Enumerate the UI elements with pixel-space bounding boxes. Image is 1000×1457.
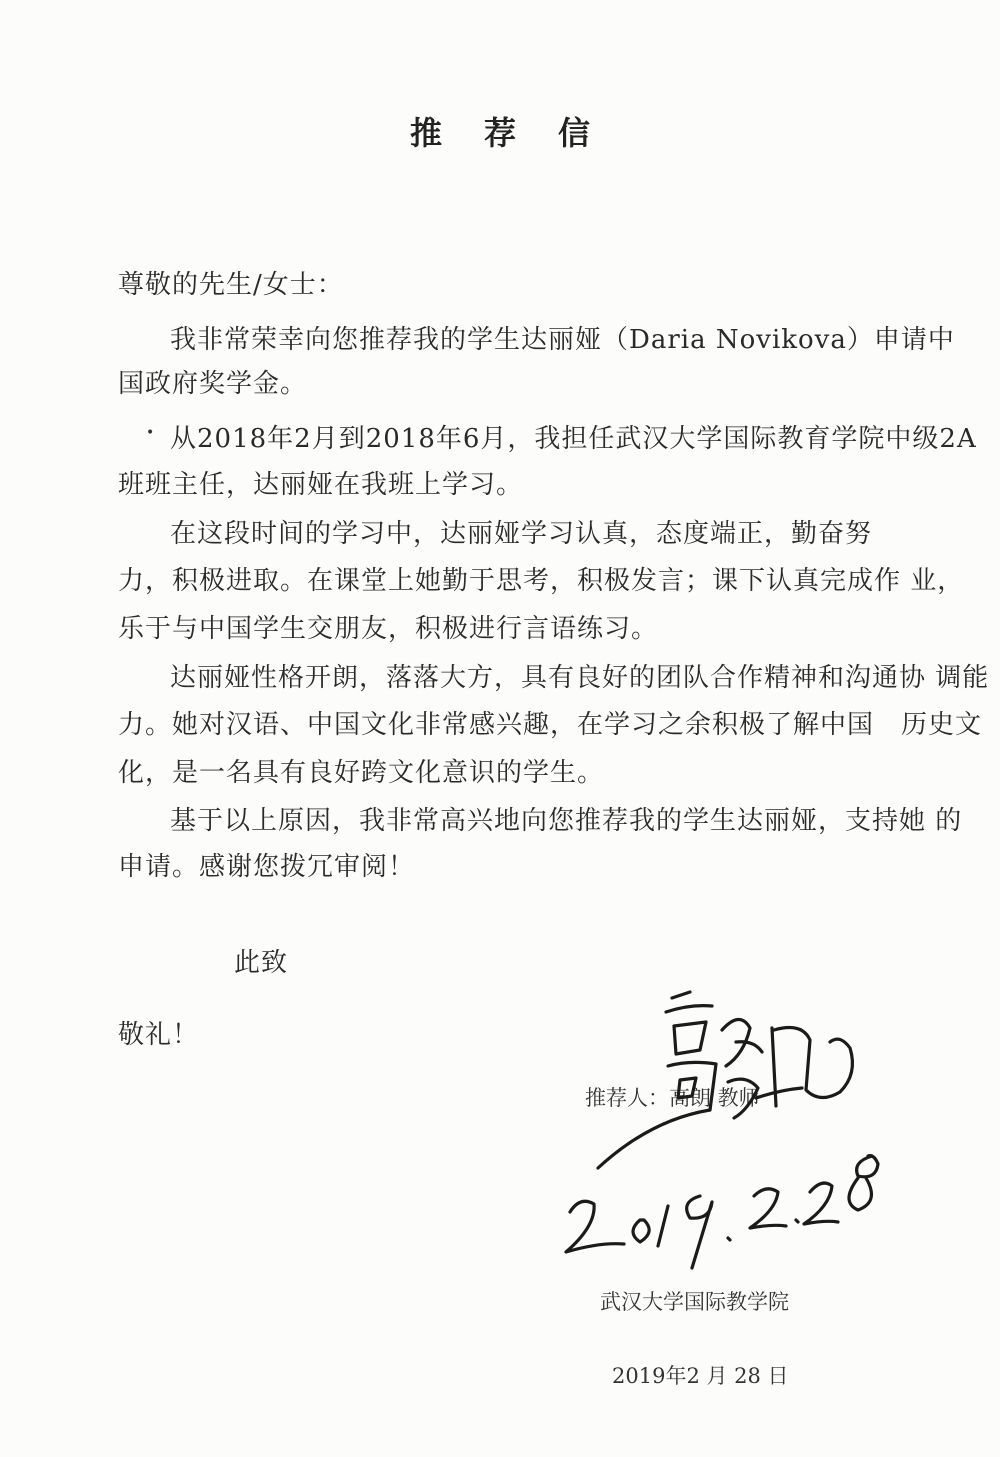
body-line: 班班主任，达丽娅在我班上学习。 <box>118 470 524 500</box>
recommender-line: 推荐人：高朗 教师 <box>585 1086 760 1110</box>
body-line: 申请。感谢您拨冗审阅！ <box>118 852 416 882</box>
body-line: 基于以上原因，我非常高兴地向您推荐我的学生达丽娅，支持她 的 <box>170 806 963 836</box>
body-line: 达丽娅性格开朗，落落大方，具有良好的团队合作精神和沟通协 调能 <box>170 663 990 693</box>
body-line: 从2018年2月到2018年6月，我担任武汉大学国际教育学院中级2A <box>170 424 977 454</box>
closing-jingli: 敬礼！ <box>118 1020 200 1050</box>
letter-date: 2019年2 月 28 日 <box>612 1364 789 1388</box>
stray-mark: • <box>146 425 155 441</box>
handwritten-signature-and-date <box>540 970 920 1270</box>
body-line: 力，积极进取。在课堂上她勤于思考，积极发言；课下认真完成作 业， <box>118 566 965 596</box>
letter-title: 推荐信 <box>409 114 632 152</box>
closing-cizhi: 此致 <box>234 948 289 978</box>
body-line: 化，是一名具有良好跨文化意识的学生。 <box>118 758 605 788</box>
institution-name: 武汉大学国际教学院 <box>600 1290 789 1314</box>
body-line: 在这段时间的学习中，达丽娅学习认真，态度端正，勤奋努 <box>170 519 873 549</box>
body-line: 国政府奖学金。 <box>118 369 308 399</box>
body-line: 我非常荣幸向您推荐我的学生达丽娅（Daria Novikova）申请中 <box>170 325 955 355</box>
salutation: 尊敬的先生/女士： <box>118 270 344 300</box>
body-line: 力。她对汉语、中国文化非常感兴趣，在学习之余积极了解中国 历史文 <box>118 710 983 740</box>
body-line: 乐于与中国学生交朋友，积极进行言语练习。 <box>118 614 659 644</box>
